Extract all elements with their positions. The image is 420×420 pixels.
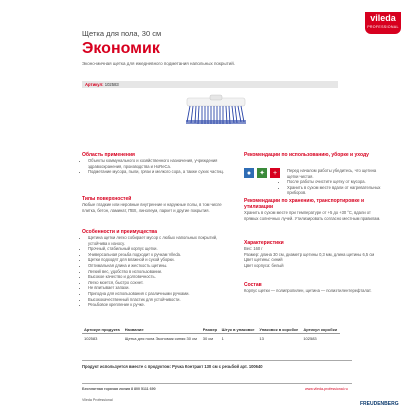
divider	[82, 383, 352, 384]
broom-image	[82, 92, 338, 140]
spec-line: Цвет корпуса: белый	[244, 262, 284, 268]
list-item: • Легко моется, быстро сохнет.	[88, 280, 232, 286]
divider	[82, 360, 352, 361]
specs-title: Характеристики	[244, 240, 284, 246]
surfaces-title: Типы поверхностей	[82, 196, 132, 202]
list-item: • Высокое качество и долговечность.	[88, 274, 232, 280]
usage-list	[82, 158, 232, 175]
material-text: Корпус щетки — полипропилен, щетина — полиэтилентерефталат.	[244, 288, 372, 293]
features-title: Особенности и преимущества	[82, 229, 158, 235]
table-row	[82, 334, 340, 344]
list-item: • Универсальная резьба подходит к ручкам Vileda.	[88, 252, 232, 258]
table-cell: 1	[221, 336, 224, 341]
material-section	[244, 282, 384, 294]
table-cell: Щетка для пола Экономик синяя 30 см	[124, 336, 197, 341]
pictogram-row	[244, 168, 280, 178]
product-table	[82, 326, 340, 343]
list-item: • Щетки подходят для влажной и сухой уборки.	[88, 257, 232, 263]
recommendations-body	[282, 168, 384, 196]
product-title: Экономик	[82, 40, 160, 57]
features-list	[82, 235, 232, 308]
list-item: • Пригодна для использования с различными ручками.	[88, 291, 232, 297]
features-section	[82, 229, 232, 308]
storage-title: Рекомендации по хранению, транспортировке и утилизации	[244, 198, 365, 210]
usage-section	[82, 152, 232, 175]
recommendations-list	[282, 168, 384, 196]
brand-name: vileda	[370, 13, 396, 23]
material-title: Состав	[244, 282, 262, 288]
column-header: Артикул продукта	[82, 326, 123, 334]
brand-tagline: PROFESSIONAL	[367, 25, 399, 29]
vileda-logo	[365, 12, 401, 34]
recommendations-title: Рекомендации по использованию, уборке и уходу	[244, 152, 369, 158]
list-item: • Объекты коммунального и хозяйственного назначения, учреждения здравоохранения, производства и HoReCa.	[88, 158, 232, 169]
table-cell: 30 см	[202, 336, 214, 341]
table-header-row	[82, 326, 340, 334]
list-item: • Прочный, стабильный корпус щетки.	[88, 246, 232, 252]
list-item: • Легкий вес, удобство в использовании.	[88, 269, 232, 275]
column-header: Штук в упаковке	[220, 326, 258, 334]
list-item: • Высококачественный пластик для устойчивости.	[88, 297, 232, 303]
column-header: Упаковок в коробке	[257, 326, 301, 334]
spec-line: Вес: 160 г	[244, 246, 263, 251]
list-item: • Хранить в сухом месте вдали от нагревательных приборов.	[287, 185, 384, 196]
list-item: • Подметание мусора, пыли, грязи и мелкого сора, а также сухих частиц.	[88, 169, 232, 175]
list-item: • Перед началом работы убедитесь, что щетина щетки чистая.	[287, 168, 384, 179]
article-row	[82, 81, 338, 88]
storage-text: Хранить в сухом месте при температуре от +5 до +30 °С, вдали от прямых солнечных лучей. Утилизировать согласно местным правилам.	[244, 210, 381, 221]
footer-small: Vileda Professional	[82, 398, 113, 402]
storage-section	[244, 198, 384, 221]
medical-cross-icon: +	[270, 168, 280, 178]
article-value: 102583	[104, 82, 119, 87]
hotline: Бесплатная горячая линия 8 800 5111 690	[82, 387, 156, 391]
list-item: • Не впитывает запахи.	[88, 285, 232, 291]
recommendations-section	[244, 152, 384, 158]
website-link[interactable]: www.vileda-professional.ru	[305, 387, 348, 391]
list-item: • Щетина щетки легко собирает мусор с любых напольных покрытий, устойчива к износу.	[88, 235, 232, 246]
surfaces-text: Любые гладкие или неровные внутренние и наружные полы, в том числе плитка, бетон, ламинат, ПВХ, линолеум, паркет и другие покрытия.	[82, 202, 222, 213]
column-header: Название	[123, 326, 201, 334]
wet-cleaning-icon: ●	[244, 168, 254, 178]
list-item: • Оптимальная длина и жесткость щетины.	[88, 263, 232, 269]
table-cell: 102583	[84, 336, 98, 341]
specs-section	[244, 240, 384, 268]
product-subtitle: Щетка для пола, 30 см	[82, 29, 162, 38]
spec-line: Цвет щетины: синий	[244, 257, 283, 263]
spec-line: Размер: длина 30 см, диаметр щетины 0,3 мм, длина щетины 6,5 см	[244, 251, 375, 257]
column-header: Размер	[201, 326, 220, 334]
freudenberg-logo: FREUDENBERG	[360, 401, 399, 407]
list-item: • Резьбовое крепление к ручке.	[88, 302, 232, 308]
usage-title: Область применения	[82, 152, 135, 158]
related-product-note: Продукт используется вместе с продуктом: Ручка Контракт 130 см с резьбой арт. 100640	[82, 364, 263, 369]
food-area-icon: ✦	[257, 168, 267, 178]
article-label: Артикул:	[85, 82, 104, 87]
table-cell: 13	[259, 336, 264, 341]
list-item: • После работы очистите щетку от мусора.	[287, 179, 384, 185]
table-cell: 102583	[303, 336, 317, 341]
column-header: Артикул коробки	[301, 326, 340, 334]
surfaces-section	[82, 196, 232, 213]
product-intro: Эконо-мичная щетка для ежедневного подметания напольных покрытий.	[82, 61, 235, 66]
